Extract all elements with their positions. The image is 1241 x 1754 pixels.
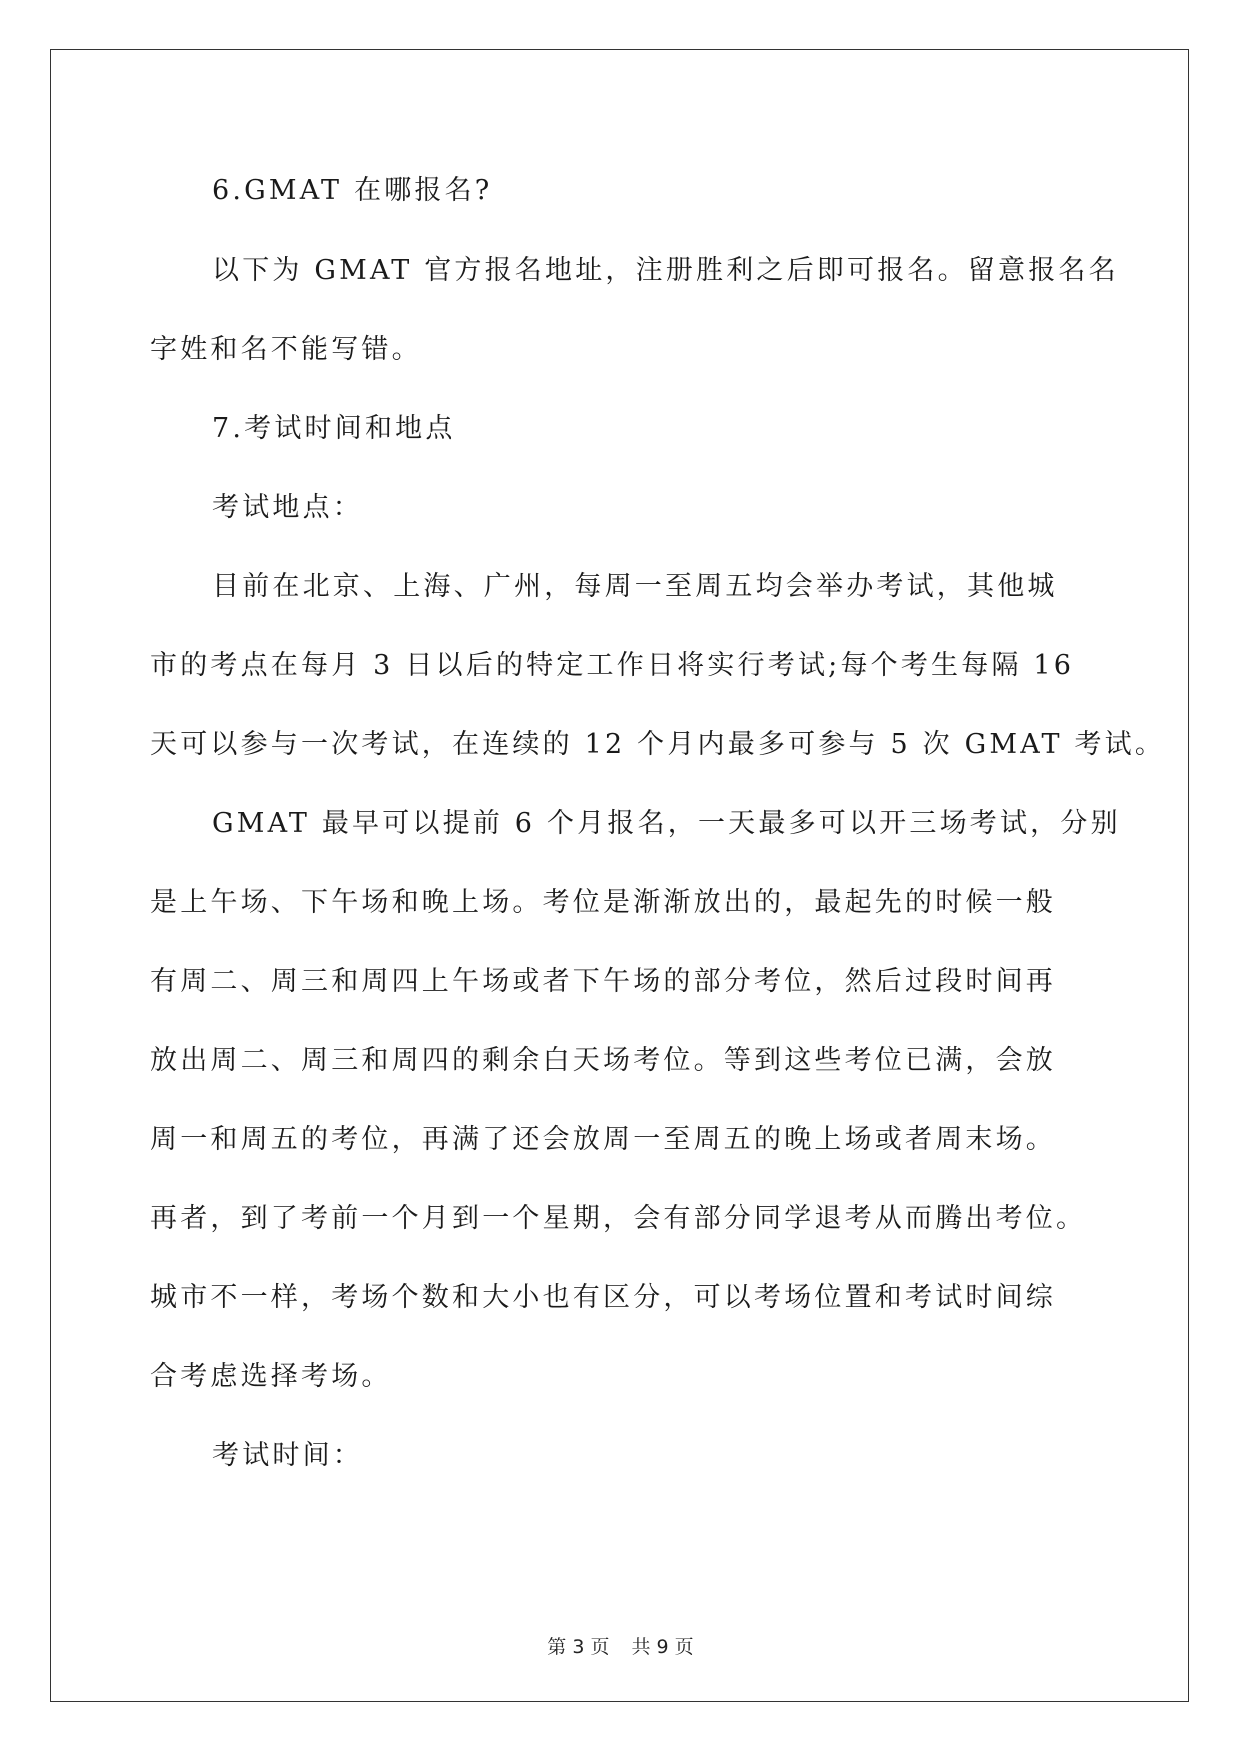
paragraph-line: 放出周二、周三和周四的剩余白天场考位。等到这些考位已满，会放 — [150, 1045, 1056, 1076]
paragraph-line: 再者，到了考前一个月到一个星期，会有部分同学退考从而腾出考位。 — [150, 1203, 1087, 1234]
heading-time-location: 7.考试时间和地点 — [212, 413, 456, 444]
paragraph-line: 字姓和名不能写错。 — [150, 334, 422, 365]
subheading-location: 考试地点： — [212, 492, 363, 523]
paragraph-line: 合考虑选择考场。 — [150, 1361, 392, 1392]
paragraph-line: GMAT 最早可以提前 6 个月报名，一天最多可以开三场考试，分别 — [212, 808, 1121, 839]
paragraph-line: 有周二、周三和周四上午场或者下午场的部分考位，然后过段时间再 — [150, 966, 1056, 997]
heading-registration: 6.GMAT 在哪报名? — [212, 175, 493, 206]
paragraph-line: 以下为 GMAT 官方报名地址，注册胜利之后即可报名。留意报名名 — [212, 255, 1119, 286]
paragraph-line: 城市不一样，考场个数和大小也有区分，可以考场位置和考试时间综 — [150, 1282, 1056, 1313]
paragraph-line: 目前在北京、上海、广州，每周一至周五均会举办考试，其他城 — [212, 571, 1058, 602]
paragraph-line: 是上午场、下午场和晚上场。考位是渐渐放出的，最起先的时候一般 — [150, 887, 1056, 918]
paragraph-line: 周一和周五的考位，再满了还会放周一至周五的晚上场或者周末场。 — [150, 1124, 1056, 1155]
subheading-time: 考试时间： — [212, 1440, 363, 1471]
page-total: 共 9 页 — [631, 1636, 694, 1658]
page-number: 第 3 页 — [547, 1636, 610, 1658]
page-footer — [0, 1632, 1241, 1659]
paragraph-line: 天可以参与一次考试，在连续的 12 个月内最多可参与 5 次 GMAT 考试。 — [150, 729, 1166, 760]
paragraph-line: 市的考点在每月 3 日以后的特定工作日将实行考试;每个考生每隔 16 — [150, 650, 1075, 681]
